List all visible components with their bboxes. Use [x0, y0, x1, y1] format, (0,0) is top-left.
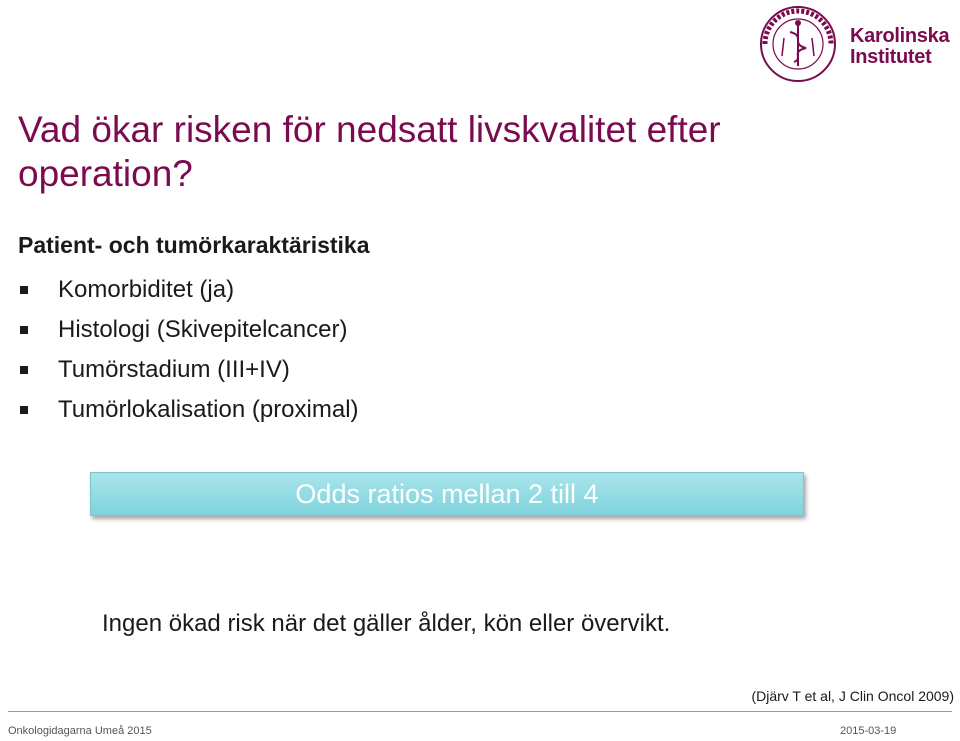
bullet-text: Komorbiditet (ja): [58, 276, 235, 303]
highlight-box: [90, 472, 804, 516]
highlight-text: Odds ratios mellan 2 till 4: [295, 478, 599, 509]
list-item: [18, 395, 359, 435]
bullet-square-icon: [20, 406, 28, 414]
bullet-text: Tumörstadium (III+IV): [58, 356, 290, 383]
footer-date: 2015-03-19: [840, 725, 897, 737]
footer-divider: [8, 711, 952, 712]
logo-wordmark: [850, 26, 949, 68]
list-item: [18, 355, 359, 395]
bullet-square-icon: [20, 366, 28, 374]
logo-line-1: Karolinska: [850, 25, 950, 47]
karolinska-seal-icon: [758, 4, 838, 84]
bullet-list: [18, 275, 359, 435]
logo-line-2: Institutet: [850, 46, 932, 68]
bullet-text: Tumörlokalisation (proximal): [58, 396, 359, 423]
slide-note: Ingen ökad risk när det gäller ålder, kön eller övervikt.: [102, 610, 671, 637]
karolinska-logo: [758, 4, 954, 84]
bullet-square-icon: [20, 326, 28, 334]
slide-title: Vad ökar risken för nedsatt livskvalitet efter operation?: [18, 109, 721, 194]
bullet-text: Histologi (Skivepitelcancer): [58, 316, 348, 343]
bullet-square-icon: [20, 286, 28, 294]
slide-subheading: Patient- och tumörkaraktäristika: [18, 232, 370, 258]
citation: (Djärv T et al, J Clin Oncol 2009): [751, 688, 954, 704]
list-item: [18, 315, 359, 355]
list-item: [18, 275, 359, 315]
footer-event: Onkologidagarna Umeå 2015: [8, 725, 152, 737]
